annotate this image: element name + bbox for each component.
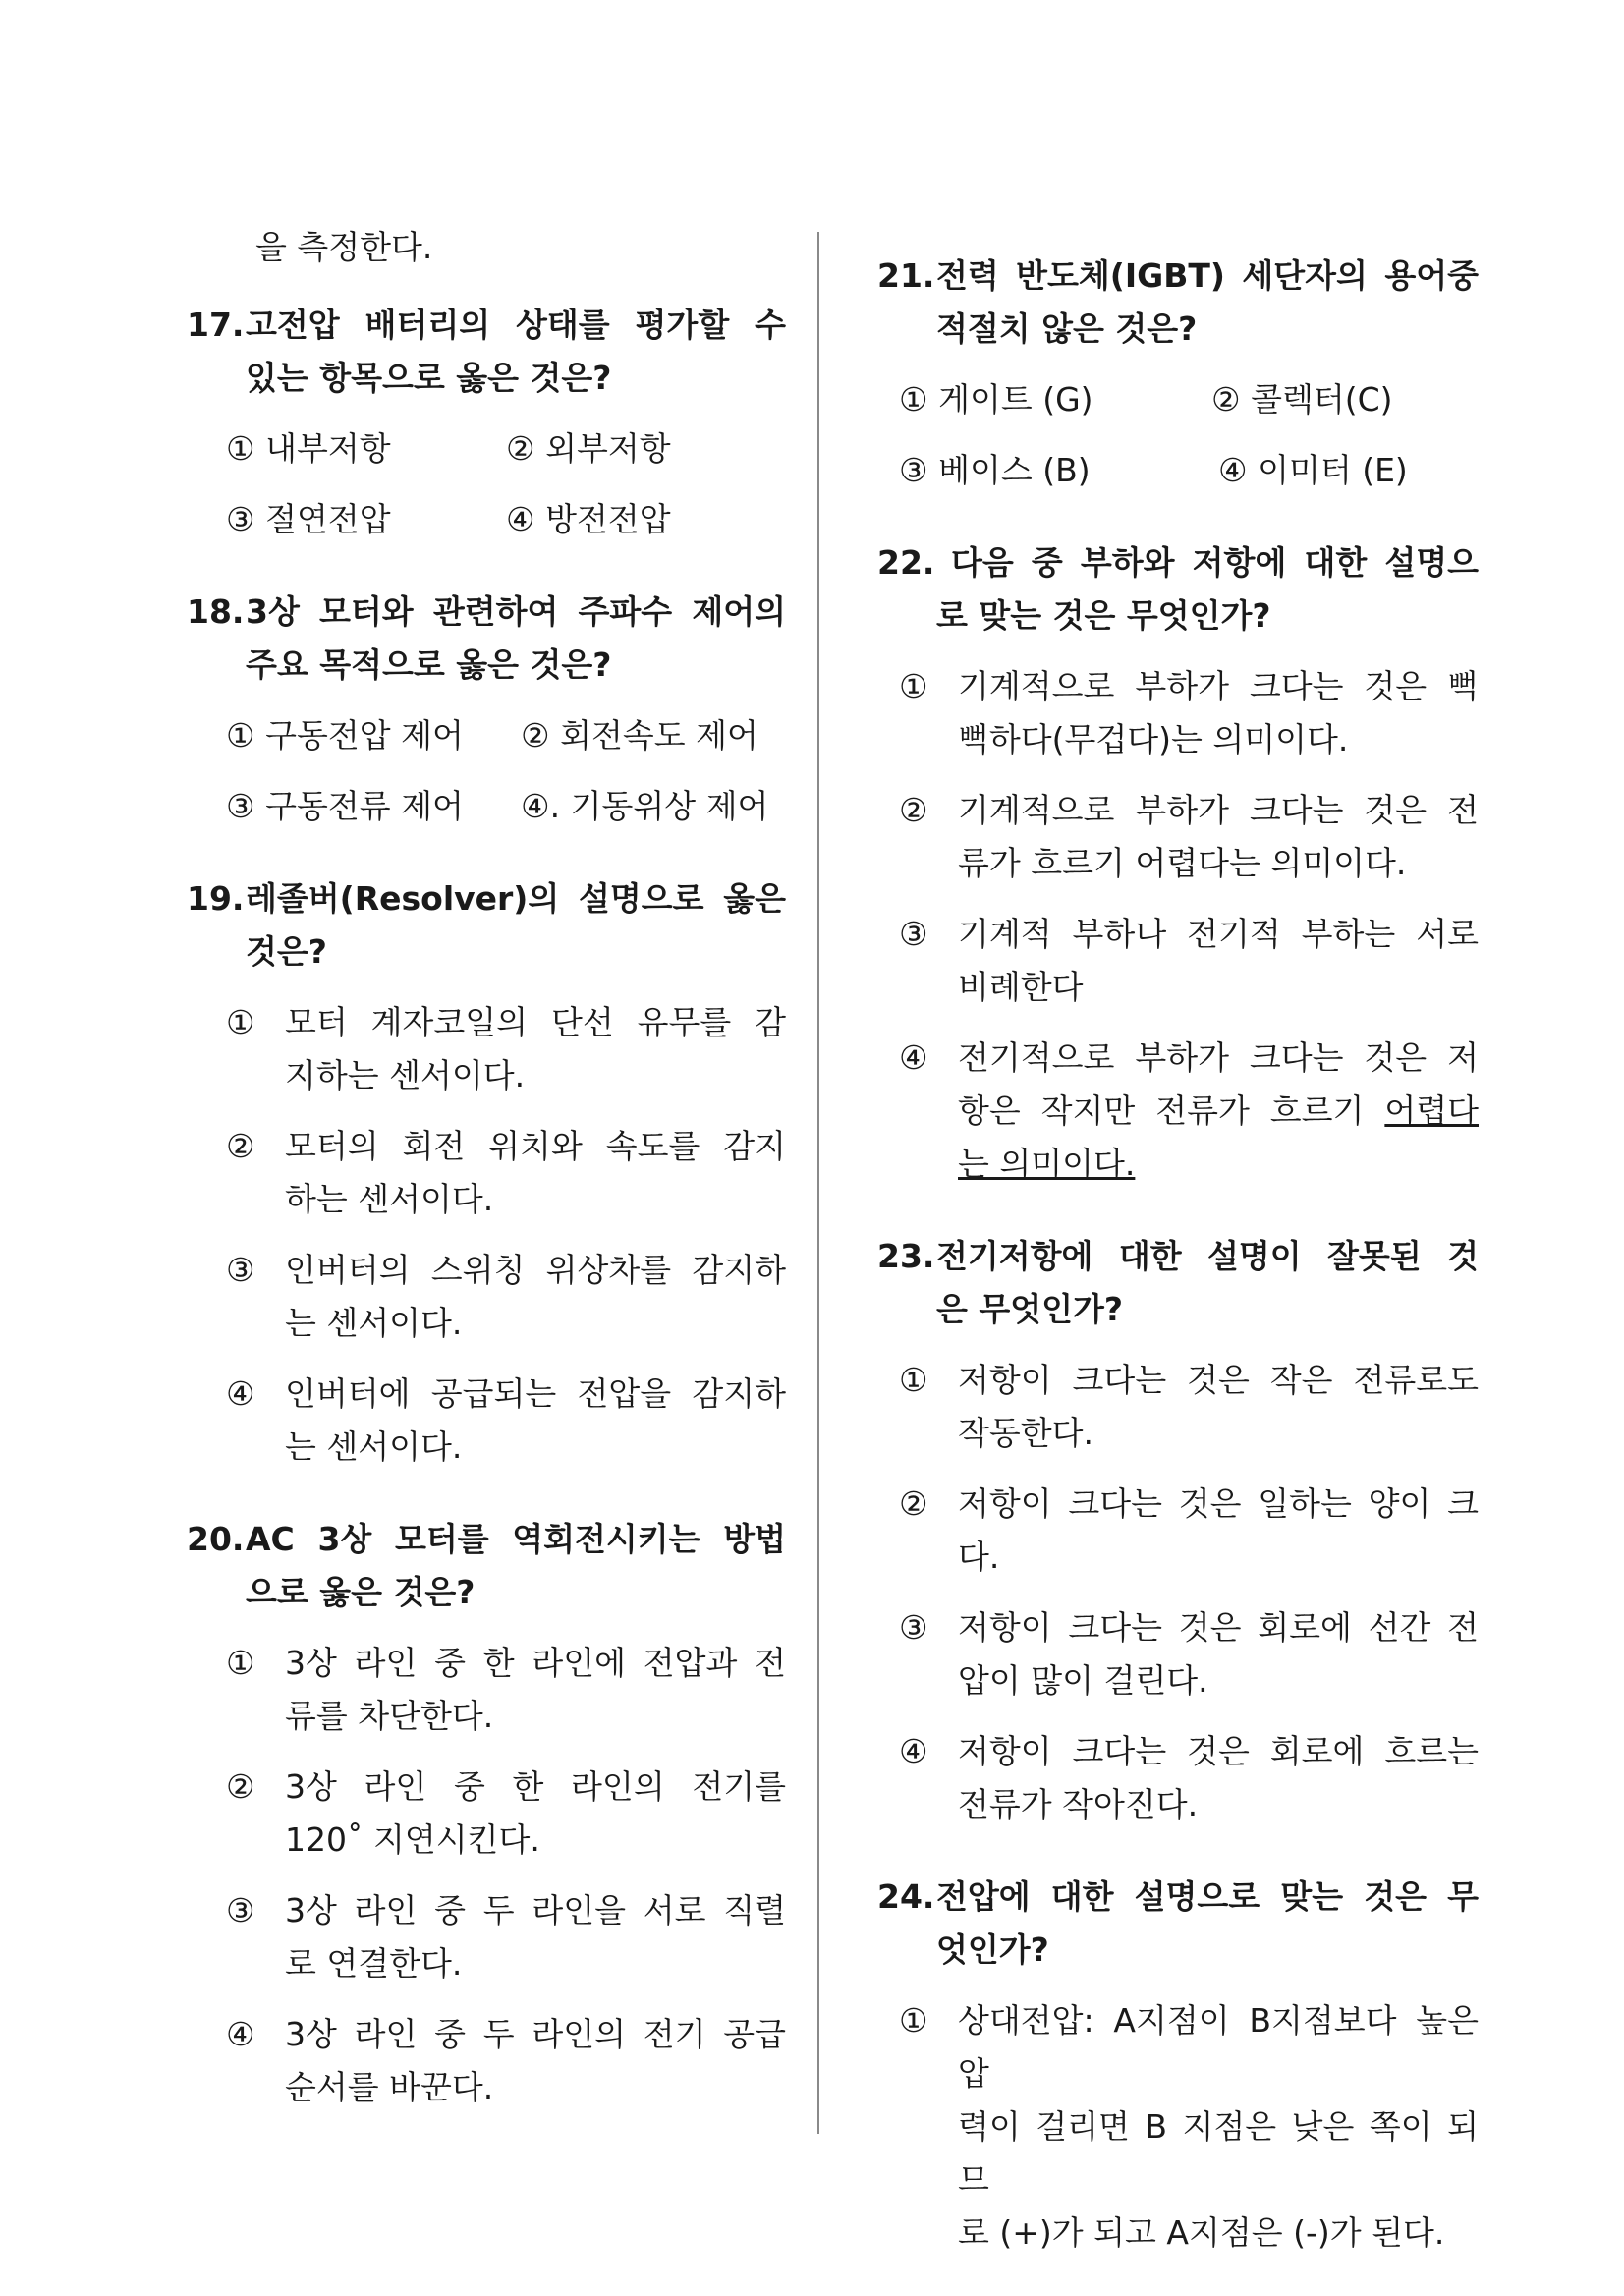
option-line: 력이 걸리면 B 지점은 낮은 쪽이 되므 (958, 2107, 1479, 2199)
option-line: 3상 라인 중 한 라인의 전기를 (285, 1767, 786, 1806)
option-line: 3상 라인 중 두 라인의 전기 공급 (285, 2015, 786, 2053)
title-line: 은 무엇인가? (936, 1290, 1124, 1328)
option-3[interactable]: ③ 절연전압 (226, 500, 391, 538)
option-2[interactable] (226, 1120, 786, 1226)
question-23 (877, 1230, 1479, 1831)
title-line: 전압에 대한 설명으로 맞는 것은 무 (936, 1877, 1479, 1916)
left-column (187, 221, 786, 2114)
option-marker: ① (899, 667, 928, 705)
question-19-title (187, 872, 786, 925)
option-line: 는 센서이다. (285, 1428, 463, 1466)
title-line: 있는 항목으로 옳은 것은? (246, 359, 612, 397)
title-line: 것은? (246, 932, 327, 971)
option-marker: ③ (226, 1251, 255, 1289)
option-marker: ① (899, 2001, 928, 2040)
options-row (187, 493, 786, 546)
option-2[interactable]: ② 회전속도 제어 (521, 716, 758, 755)
option-2[interactable] (899, 1478, 1479, 1584)
title-line: 주요 목적으로 옳은 것은? (246, 645, 612, 684)
title-line: 레졸버(Resolver)의 설명으로 옳은 (246, 879, 786, 918)
option-line: 3상 라인 중 한 라인에 전압과 전 (285, 1644, 786, 1682)
options-row (877, 444, 1479, 497)
option-line: 전류가 작아진다. (958, 1785, 1199, 1823)
option-line: 기계적으로 부하가 크다는 것은 전 (958, 791, 1479, 829)
right-column (877, 250, 1479, 2260)
option-marker: ② (899, 1484, 928, 1523)
title-line: 로 맞는 것은 무엇인가? (936, 596, 1271, 635)
carryover-text: 을 측정한다. (255, 228, 433, 266)
option-marker: ② (226, 1127, 255, 1165)
option-4[interactable]: ④. 기동위상 제어 (521, 787, 769, 825)
title-line: 전기저항에 대한 설명이 잘못된 것 (936, 1237, 1479, 1275)
question-24 (877, 1871, 1479, 2260)
title-line: AC 3상 모터를 역회전시키는 방법 (246, 1520, 786, 1558)
option-line: 류가 흐르기 어렵다는 의미이다. (958, 844, 1407, 882)
option-marker: ④ (899, 1038, 928, 1077)
option-line: 로 연결한다. (285, 1944, 463, 1983)
option-3[interactable] (899, 1601, 1479, 1708)
question-21 (877, 250, 1479, 497)
option-3[interactable]: ③ 베이스 (B) (899, 451, 1091, 489)
option-line: 저항이 크다는 것은 회로에 선간 전 (958, 1608, 1479, 1647)
option-1[interactable] (899, 660, 1479, 766)
option-line: 저항이 크다는 것은 작은 전류로도 (958, 1361, 1479, 1399)
option-1[interactable] (226, 1637, 786, 1743)
options-row (187, 422, 786, 476)
option-4[interactable]: ④ 방전전압 (506, 500, 671, 538)
option-line: 작동한다. (958, 1414, 1094, 1452)
question-18 (187, 586, 786, 833)
question-19 (187, 872, 786, 1474)
option-2[interactable] (899, 784, 1479, 890)
title-line: 고전압 배터리의 상태를 평가할 수 (246, 306, 786, 344)
option-1[interactable]: ① 게이트 (G) (899, 380, 1093, 419)
option-1[interactable] (899, 1354, 1479, 1460)
question-17 (187, 299, 786, 546)
option-4[interactable] (226, 1368, 786, 1474)
options-row (187, 709, 786, 762)
option-marker: ③ (899, 1608, 928, 1647)
option-line: 뻑하다(무겁다)는 의미이다. (958, 720, 1349, 758)
options-row (877, 373, 1479, 426)
option-1[interactable]: ① 구동전압 제어 (226, 716, 464, 755)
question-number: 18. (187, 592, 245, 631)
question-23-title (877, 1230, 1479, 1283)
question-21-title (877, 250, 1479, 303)
option-4[interactable] (899, 1725, 1479, 1831)
option-line: 류를 차단한다. (285, 1697, 494, 1735)
question-20 (187, 1513, 786, 2114)
title-line: 다음 중 부하와 저항에 대한 설명으 (951, 543, 1479, 582)
option-line: 모터 계자코일의 단선 유무를 감 (285, 1003, 786, 1041)
option-line: 기계적으로 부하가 크다는 것은 뻑 (958, 667, 1479, 705)
option-line: 전기적으로 부하가 크다는 것은 저 (958, 1038, 1479, 1077)
question-number: 22. (877, 543, 935, 582)
option-line: 상대전압: A지점이 B지점보다 높은 압 (958, 2001, 1479, 2093)
option-marker: ③ (226, 1891, 255, 1930)
option-2[interactable] (226, 1761, 786, 1867)
question-number: 21. (877, 256, 935, 295)
option-line: 로 (+)가 되고 A지점은 (-)가 된다. (958, 2213, 1445, 2252)
option-3[interactable] (226, 1884, 786, 1990)
option-1[interactable] (899, 1994, 1479, 2260)
option-2[interactable]: ② 외부저항 (506, 429, 671, 468)
option-marker: ② (226, 1767, 255, 1806)
option-line: 순서를 바꾼다. (285, 2068, 494, 2106)
question-number: 17. (187, 306, 245, 344)
title-line: 엇인가? (936, 1931, 1049, 1969)
option-3[interactable] (899, 908, 1479, 1014)
option-marker: ④ (226, 1374, 255, 1413)
option-line: 3상 라인 중 두 라인을 서로 직렬 (285, 1891, 786, 1930)
option-4[interactable]: ④ 이미터 (E) (1218, 451, 1408, 489)
option-3[interactable] (226, 1244, 786, 1350)
option-line: 는 센서이다. (285, 1304, 463, 1342)
question-18-title (187, 586, 786, 639)
option-4[interactable] (226, 2008, 786, 2114)
option-line: 인버터의 스위칭 위상차를 감지하 (285, 1251, 786, 1289)
question-22 (877, 536, 1479, 1191)
option-marker: ③ (899, 915, 928, 953)
question-17-title (187, 299, 786, 352)
option-marker: ① (226, 1003, 255, 1041)
question-20-title (187, 1513, 786, 1566)
option-marker: ④ (226, 2015, 255, 2053)
option-1[interactable] (226, 996, 786, 1102)
question-22-title (877, 536, 1479, 589)
underlined-text: 는 의미이다. (958, 1145, 1136, 1183)
option-3[interactable]: ③ 구동전류 제어 (226, 787, 464, 825)
option-marker: ① (899, 1361, 928, 1399)
title-line: 적절치 않은 것은? (936, 309, 1198, 348)
option-line: 압이 많이 걸린다. (958, 1661, 1208, 1700)
title-line: 3상 모터와 관련하여 주파수 제어의 (246, 592, 786, 631)
option-marker: ② (899, 791, 928, 829)
option-2[interactable]: ② 콜렉터(C) (1211, 380, 1393, 419)
option-marker: ④ (899, 1732, 928, 1770)
option-line: 하는 센서이다. (285, 1180, 494, 1218)
question-24-title (877, 1871, 1479, 1924)
question-number: 23. (877, 1237, 935, 1275)
question-number: 20. (187, 1520, 245, 1558)
column-divider (817, 232, 819, 2134)
option-line: 120˚ 지연시킨다. (285, 1820, 540, 1859)
option-line: 기계적 부하나 전기적 부하는 서로 (958, 915, 1479, 953)
title-line: 전력 반도체(IGBT) 세단자의 용어중 (936, 256, 1479, 295)
option-line: 항은 작지만 전류가 흐르기 (958, 1092, 1385, 1130)
option-line: 저항이 크다는 것은 회로에 흐르는 (958, 1732, 1479, 1770)
title-line: 으로 옳은 것은? (246, 1573, 476, 1611)
option-line: 모터의 회전 위치와 속도를 감지 (285, 1127, 786, 1165)
option-line: 지하는 센서이다. (285, 1056, 526, 1094)
options-row (187, 780, 786, 833)
option-4[interactable] (899, 1032, 1479, 1191)
option-marker: ① (226, 1644, 255, 1682)
question-number: 19. (187, 879, 245, 918)
option-line: 인버터에 공급되는 전압을 감지하 (285, 1374, 786, 1413)
underlined-text: 어렵다 (1384, 1092, 1479, 1130)
question-number: 24. (877, 1877, 935, 1916)
option-line: 저항이 크다는 것은 일하는 양이 크다. (958, 1484, 1479, 1576)
option-1[interactable]: ① 내부저항 (226, 429, 391, 468)
option-line: 비례한다 (958, 968, 1084, 1006)
